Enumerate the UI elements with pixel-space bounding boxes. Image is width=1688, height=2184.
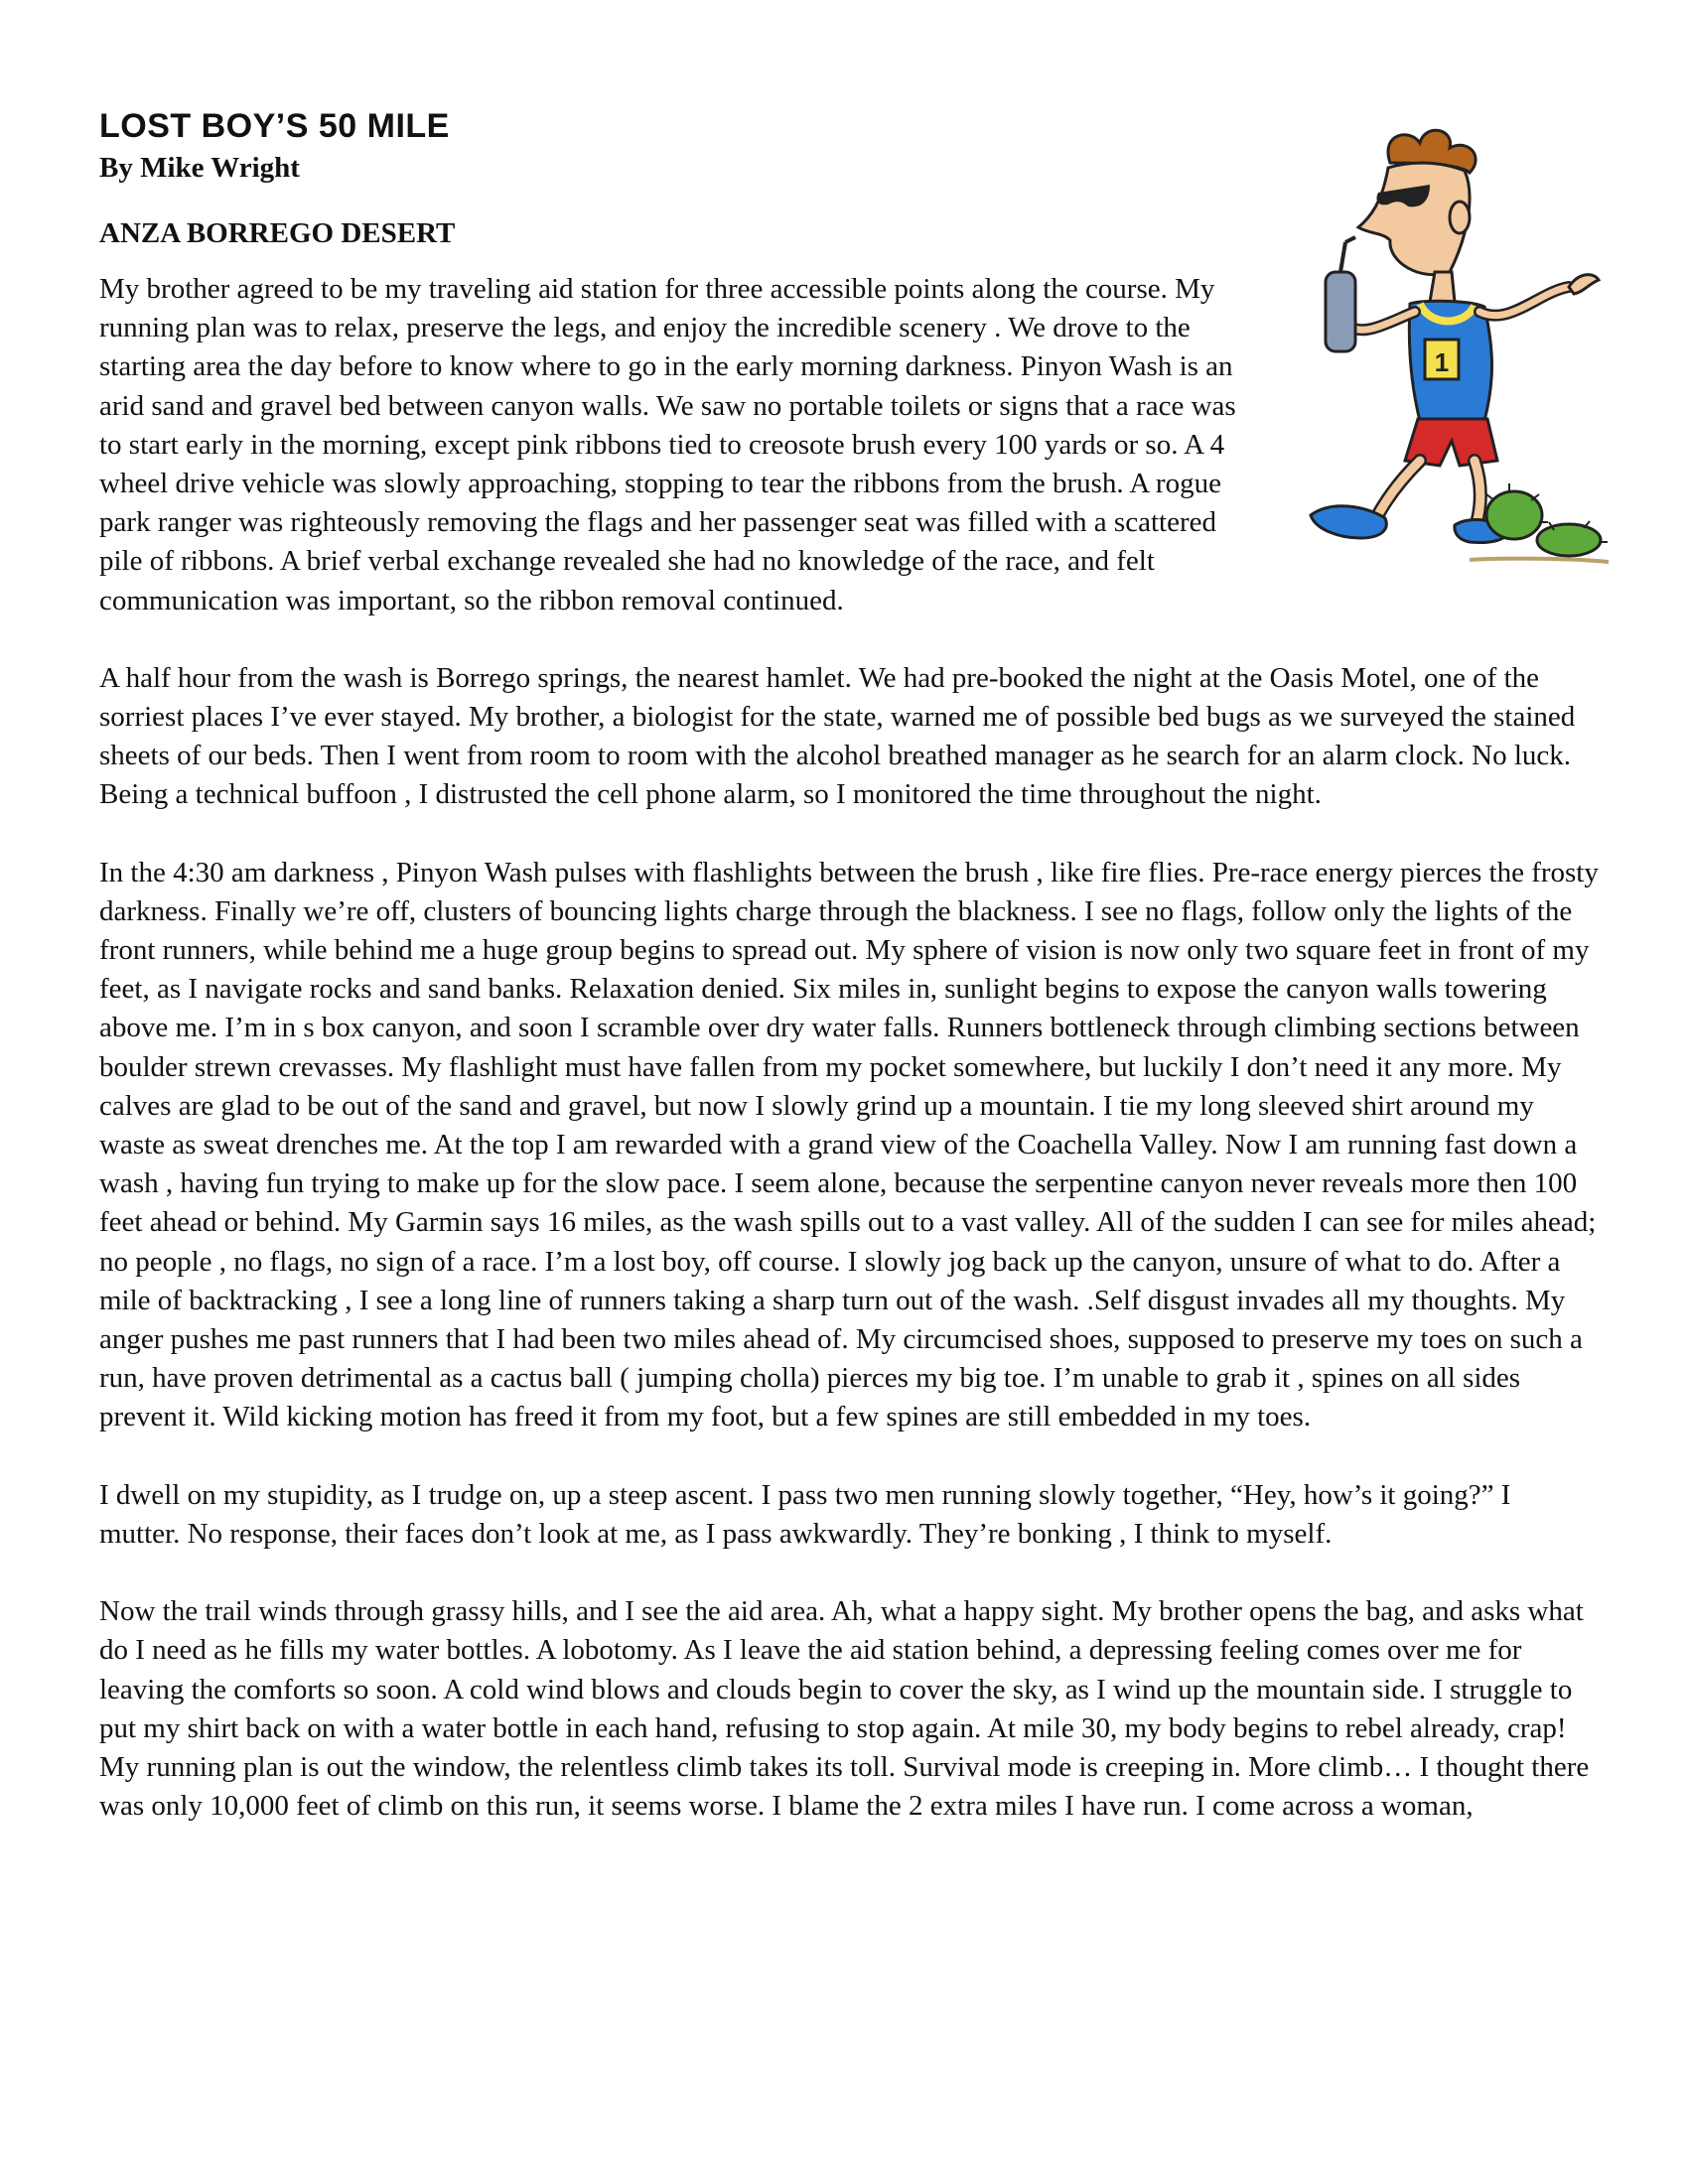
paragraph: I dwell on my stupidity, as I trudge on, up a steep ascent. I pass two men running slowly together, “Hey, how’s it going?” I mutter. No response, their faces don’t look at me, as I pass awkwardly. They’re bonking , I think to myself. xyxy=(99,1478,1511,1550)
paragraph: Now the trail winds through grassy hills, and I see the aid area. Ah, what a happy sight. My brother opens the bag, and asks what do I need as he fills my water bottles. A lobotomy. As I leave the aid station behind, a depressing feeling comes over me for leaving the comforts so soon. A cold wind blows and clouds begin to cover the sky, as I wind up the mountain side. I struggle to put my shirt back on with a water bottle in each hand, refusing to stop again. At mile 30, my body begins to rebel already, crap! My running plan is out the window, the relentless climb takes its toll. Survival mode is creeping in. More climb… I thought there was only 10,000 feet of climb on this run, it seems worse. I blame the 2 extra miles I have run. I come across a woman, xyxy=(99,1595,1590,1823)
paragraph: My brother agreed to be my traveling aid station for three accessible points along the course. My running plan was to relax, preserve the legs, and enjoy the incredible scenery . We drove to the starting area the day before to know where to go in the early morning darkness. Pinyon Wash is an arid sand and gravel bed between canyon walls. We saw no portable toilets or signs that a race was to start early in the morning, except pink ribbons tied to creosote brush every 100 yards or so. A 4 wheel drive vehicle was slowly approaching, stopping to tear the ribbons from the brush. A rogue park ranger was righteously removing the flags and her passenger seat was filled with a scattered pile of ribbons. A brief verbal exchange revealed she had no knowledge of the race, and felt communication was important, so the ribbon removal continued. xyxy=(99,273,1236,616)
article-byline: By Mike Wright xyxy=(99,152,300,184)
paragraph: In the 4:30 am darkness , Pinyon Wash pulses with flashlights between the brush , like fire flies. Pre-race energy pierces the frosty darkness. Finally we’re off, clusters of bouncing lights charge through the blackness. I see no flags, follow only the lights of the front runners, while behind me a huge group begins to spread out. My sphere of vision is now only two square feet in front of my feet, as I navigate rocks and sand banks. Relaxation denied. Six miles in, sunlight begins to expose the canyon walls towering above me. I’m in s box canyon, and soon I scramble over dry water falls. Runners bottleneck through climbing sections between boulder strewn crevasses. My flashlight must have fallen from my pocket somewhere, but luckily I don’t need it any more. My calves are glad to be out of the sand and gravel, but now I slowly grind up a mountain. I tie my long sleeved shirt around my waste as sweat drenches me. At the top I am rewarded with a grand view of the Coachella Valley. Now I am running fast down a wash , having fun trying to make up for the slow pace. I seem alone, because the serpentine canyon never reveals more then 100 feet ahead or behind. My Garmin says 16 miles, as the wash spills out to a vast valley. All of the sudden I can see for miles ahead; no people , no flags, no sign of a race. I’m a lost boy, off course. I slowly jog back up the canyon, unsure of what to do. After a mile of backtracking , I see a long line of runners taking a sharp turn out of the wash. .Self disgust invades all my thoughts. My anger pushes me past runners that I had been two miles ahead of. My circumcised shoes, supposed to preserve my toes on such a run, have proven detrimental as a cactus ball ( jumping cholla) pierces my big toe. I’m unable to grab it , spines on all sides prevent it. Wild kicking motion has freed it from my foot, but a few spines are still embedded in my toes. xyxy=(99,856,1599,1433)
section-heading: ANZA BORREGO DESERT xyxy=(99,217,456,249)
paragraph: A half hour from the wash is Borrego springs, the nearest hamlet. We had pre-booked the night at the Oasis Motel, one of the sorriest places I’ve ever stayed. My brother, a biologist for the state, warned me of possible bed bugs as we surveyed the stained sheets of our beds. Then I went from room to room with the alcohol breathed manager as he search for an alarm clock. No luck. Being a technical buffoon , I distrusted the cell phone alarm, so I monitored the time throughout the night. xyxy=(99,661,1576,811)
cartoon-runner-icon xyxy=(1271,123,1618,590)
document-page xyxy=(99,103,1599,1864)
article-title: LOST BOY’S 50 MILE xyxy=(99,107,450,145)
bib-number: 1 xyxy=(1434,347,1450,377)
